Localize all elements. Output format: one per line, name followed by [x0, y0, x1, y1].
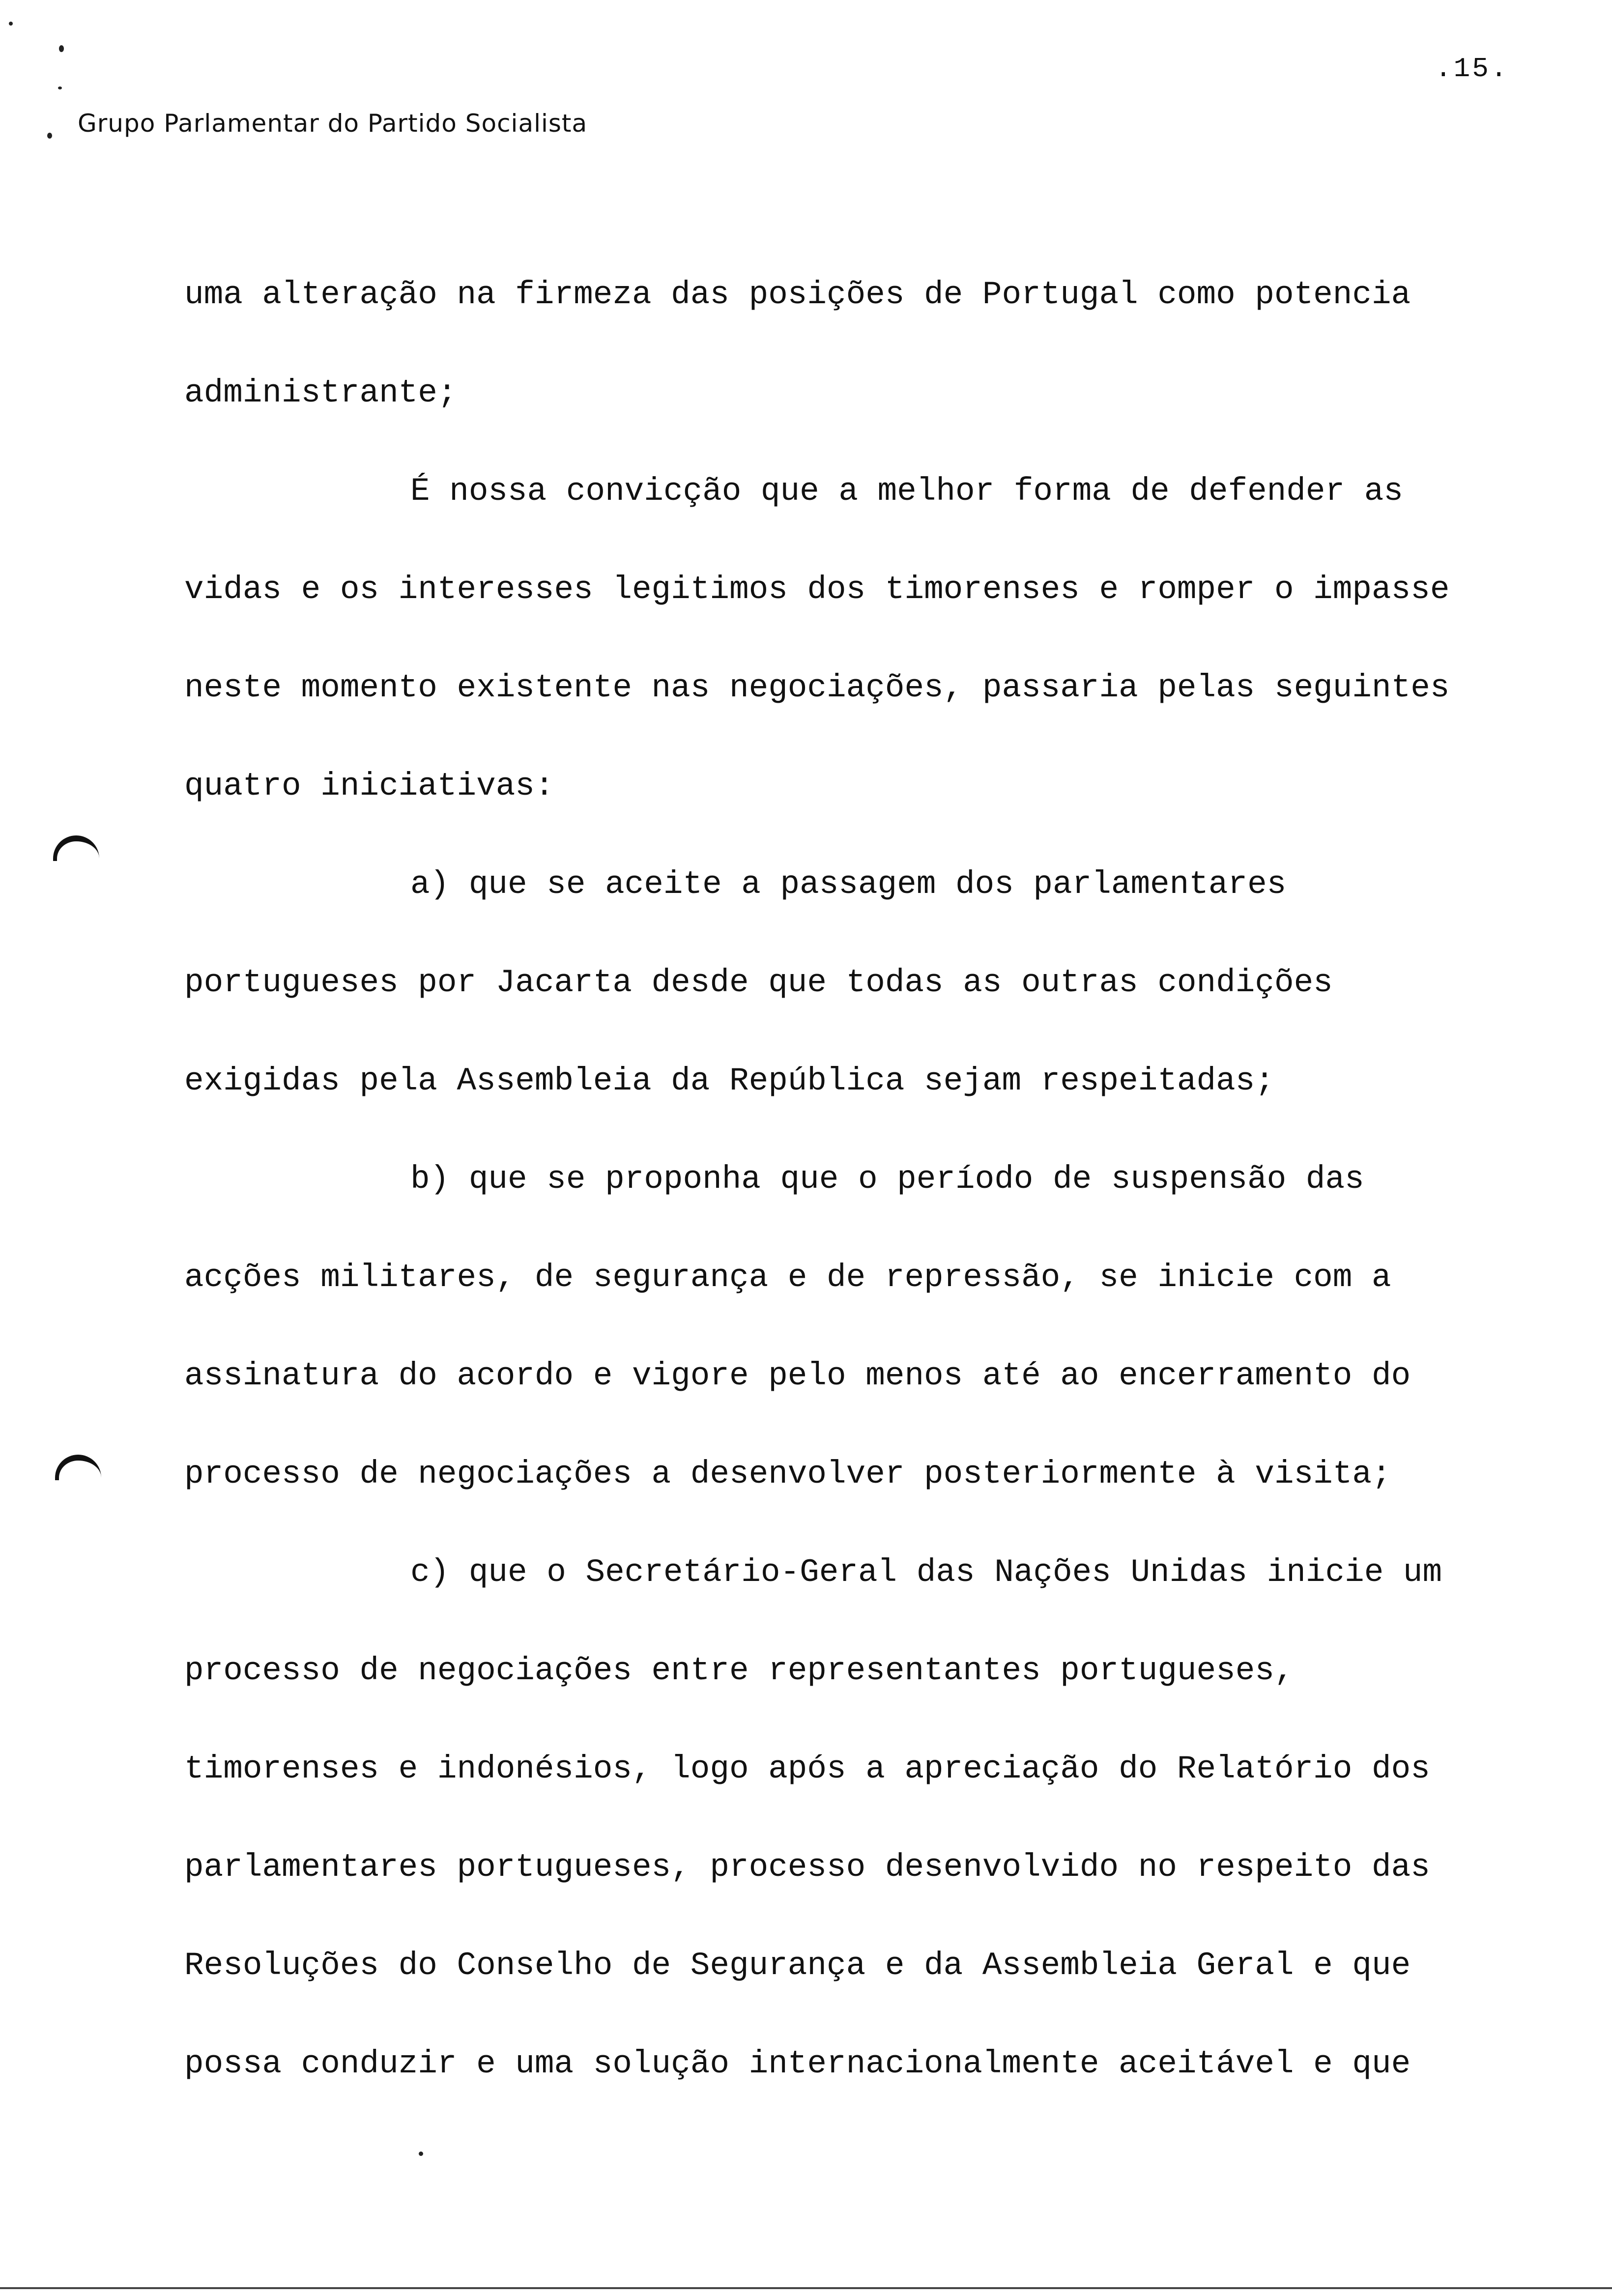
body-line: c) que o Secretário-Geral das Nações Unidas inicie um: [410, 1554, 1442, 1591]
scan-speck: [58, 86, 62, 89]
body-line: neste momento existente nas negociações, passaria pelas seguintes: [184, 669, 1450, 706]
body-line: timorenses e indonésios, logo após a apreciação do Relatório dos: [184, 1751, 1430, 1787]
body-line: É nossa convicção que a melhor forma de defender as: [410, 473, 1403, 510]
body-line: Resoluções do Conselho de Segurança e da Assembleia Geral e que: [184, 1947, 1411, 1984]
punch-hole-mark: [55, 1455, 101, 1480]
body-line: a) que se aceite a passagem dos parlamentares: [410, 866, 1287, 903]
scan-bottom-edge: [0, 2287, 1612, 2289]
letterhead: Grupo Parlamentar do Partido Socialista: [78, 109, 588, 138]
body-line: possa conduzir e uma solução internacionalmente aceitável e que: [184, 2045, 1411, 2082]
body-line: assinatura do acordo e vigore pelo menos até ao encerramento do: [184, 1357, 1411, 1394]
body-line: processo de negociações entre representantes portugueses,: [184, 1652, 1294, 1689]
body-line: portugueses por Jacarta desde que todas as outras condições: [184, 964, 1333, 1001]
body-line: b) que se proponha que o período de suspensão das: [410, 1161, 1364, 1198]
body-line: vidas e os interesses legitimos dos timorenses e romper o impasse: [184, 571, 1450, 608]
body-line: processo de negociações a desenvolver posteriormente à visita;: [184, 1456, 1391, 1492]
page-number: .15.: [1435, 53, 1509, 85]
body-line: acções militares, de segurança e de repressão, se inicie com a: [184, 1259, 1391, 1296]
punch-hole-mark: [53, 835, 99, 861]
scan-speck: [419, 2152, 423, 2156]
scan-speck: [47, 133, 52, 139]
body-line: exigidas pela Assembleia da República sejam respeitadas;: [184, 1062, 1274, 1099]
scan-speck: [9, 22, 13, 26]
body-line: administrante;: [184, 374, 457, 411]
body-line: quatro iniciativas:: [184, 768, 554, 804]
body-line: uma alteração na firmeza das posições de Portugal como potencia: [184, 276, 1411, 313]
body-line: parlamentares portugueses, processo desenvolvido no respeito das: [184, 1849, 1430, 1886]
document-body: [184, 246, 1541, 2113]
scan-speck: [59, 45, 64, 52]
